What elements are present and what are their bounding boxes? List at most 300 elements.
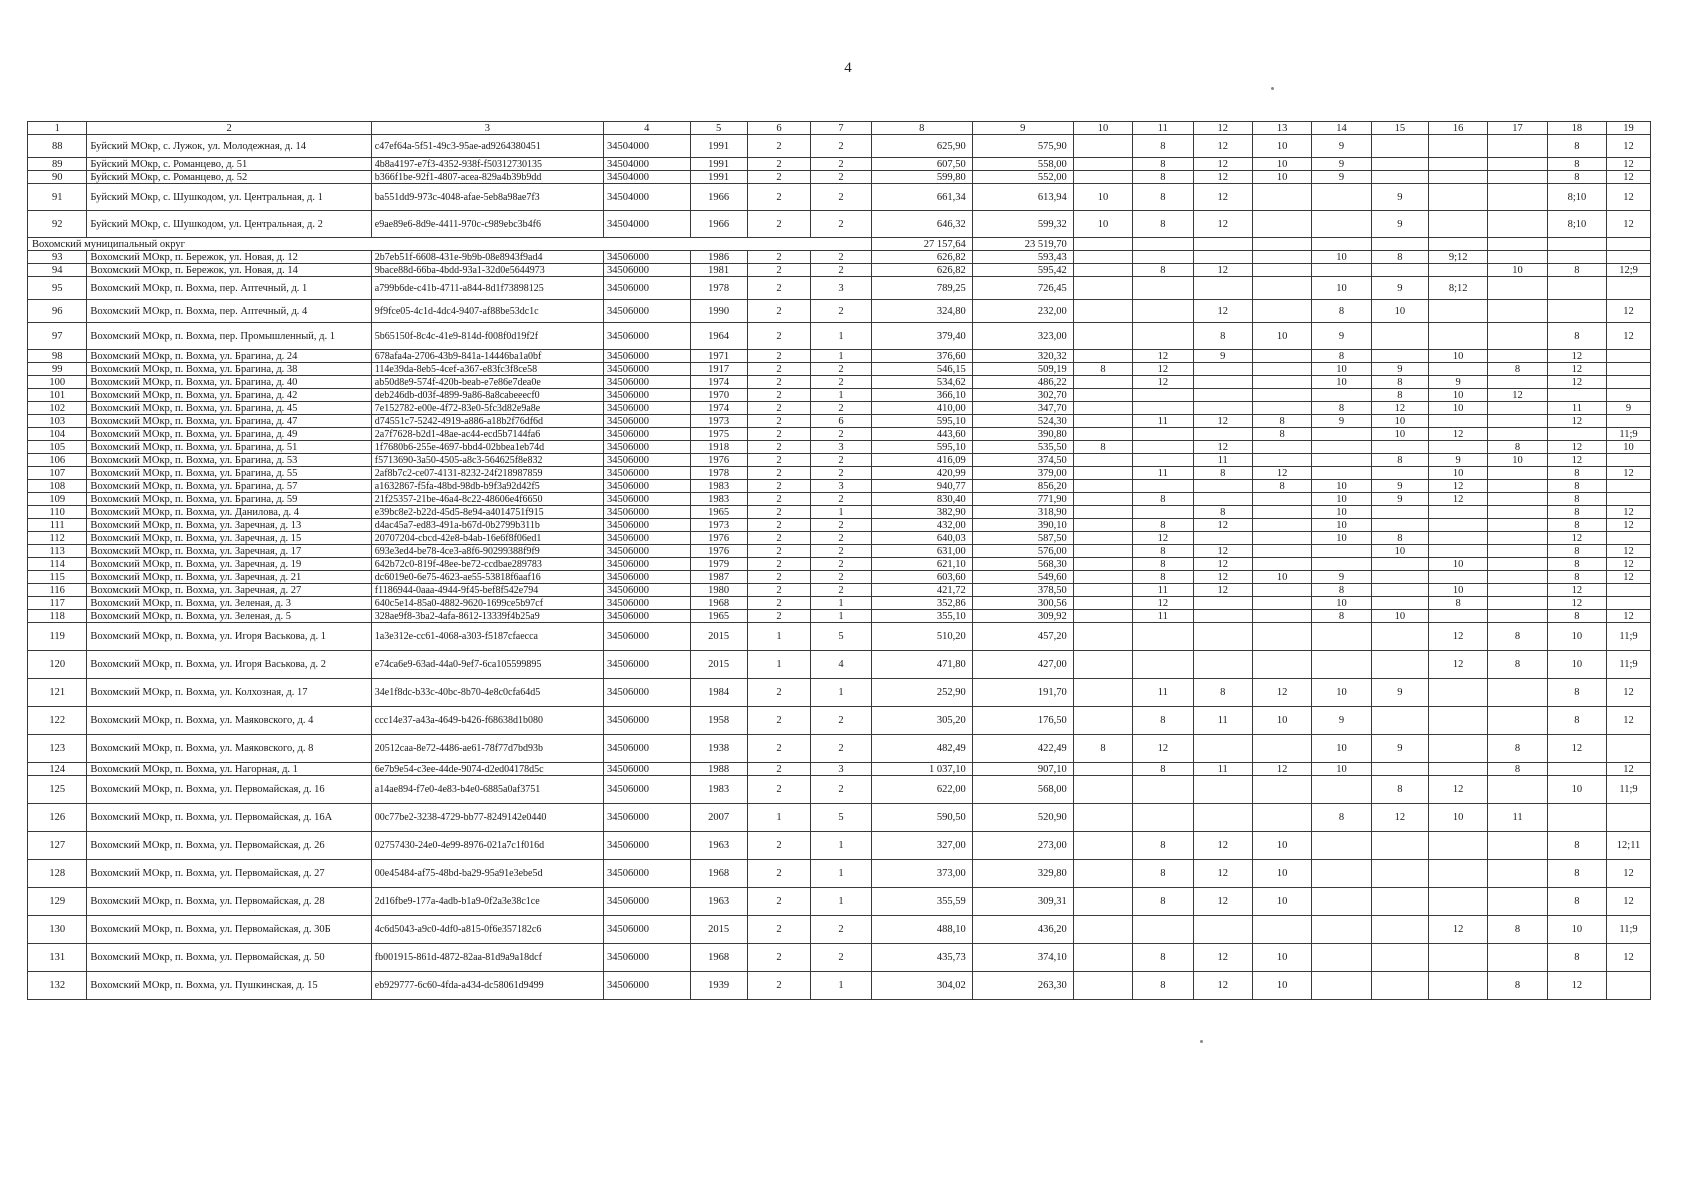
work-year-cell-col10 <box>1073 944 1132 972</box>
work-year-cell-col14 <box>1312 211 1371 238</box>
fias-guid-cell: 7e152782-e00e-4f72-83e0-5fc3d82e9a8e <box>371 402 603 415</box>
work-year-cell-col10 <box>1073 776 1132 804</box>
section-empty-cell <box>1371 238 1428 251</box>
address-cell: Буйский МОкр, с. Романцево, д. 51 <box>87 158 371 171</box>
work-year-cell-col15: 9 <box>1371 211 1428 238</box>
row-number: 114 <box>28 558 87 571</box>
column-number-header: 9 <box>972 122 1073 135</box>
address-cell: Вохомский МОкр, п. Вохма, ул. Заречная, д. 27 <box>87 584 371 597</box>
total-area-cell: 626,82 <box>871 264 972 277</box>
work-year-cell-col12: 12 <box>1193 300 1252 323</box>
work-year-cell-col15 <box>1371 158 1428 171</box>
work-year-cell-col17: 8 <box>1488 763 1547 776</box>
total-area-cell: 789,25 <box>871 277 972 300</box>
work-year-cell-col17 <box>1488 158 1547 171</box>
work-year-cell-col11 <box>1133 323 1193 350</box>
floors-cell: 2 <box>747 832 811 860</box>
entrances-cell: 2 <box>811 944 871 972</box>
total-area-cell: 355,59 <box>871 888 972 916</box>
entrances-cell: 1 <box>811 972 871 1000</box>
work-year-cell-col11: 8 <box>1133 860 1193 888</box>
work-year-cell-col13 <box>1252 277 1311 300</box>
work-year-cell-col14 <box>1312 441 1371 454</box>
work-year-cell-col10 <box>1073 277 1132 300</box>
work-year-cell-col11 <box>1133 651 1193 679</box>
work-year-cell-col19 <box>1607 735 1651 763</box>
work-year-cell-col11: 8 <box>1133 493 1193 506</box>
work-year-cell-col19: 12 <box>1607 545 1651 558</box>
entrances-cell: 2 <box>811 158 871 171</box>
work-year-cell-col13 <box>1252 532 1311 545</box>
work-year-cell-col11: 11 <box>1133 467 1193 480</box>
address-cell: Вохомский МОкр, п. Вохма, ул. Колхозная, д. 17 <box>87 679 371 707</box>
address-cell: Вохомский МОкр, п. Вохма, ул. Брагина, д. 53 <box>87 454 371 467</box>
section-total-area: 27 157,64 <box>871 238 972 251</box>
work-year-cell-col12 <box>1193 480 1252 493</box>
living-area-cell: 524,30 <box>972 415 1073 428</box>
work-year-cell-col15: 9 <box>1371 679 1428 707</box>
entrances-cell: 1 <box>811 610 871 623</box>
work-year-cell-col17 <box>1488 832 1547 860</box>
total-area-cell: 352,86 <box>871 597 972 610</box>
work-year-cell-col12: 8 <box>1193 323 1252 350</box>
work-year-cell-col15 <box>1371 651 1428 679</box>
work-year-cell-col15 <box>1371 584 1428 597</box>
address-cell: Вохомский МОкр, п. Вохма, ул. Игоря Васькова, д. 1 <box>87 623 371 651</box>
work-year-cell-col13 <box>1252 441 1311 454</box>
work-year-cell-col18 <box>1547 300 1606 323</box>
work-year-cell-col15 <box>1371 707 1428 735</box>
year-built-cell: 1991 <box>690 158 747 171</box>
work-year-cell-col11: 8 <box>1133 571 1193 584</box>
total-area-cell: 376,60 <box>871 350 972 363</box>
floors-cell: 2 <box>747 545 811 558</box>
column-number-header: 14 <box>1312 122 1371 135</box>
work-year-cell-col17 <box>1488 467 1547 480</box>
work-year-cell-col15: 12 <box>1371 804 1428 832</box>
section-empty-cell <box>1073 238 1132 251</box>
work-year-cell-col15 <box>1371 888 1428 916</box>
fias-guid-cell: f5713690-3a50-4505-a8c3-564625f8e832 <box>371 454 603 467</box>
fias-guid-cell: 4c6d5043-a9c0-4df0-a815-0f6e357182c6 <box>371 916 603 944</box>
fias-guid-cell: d74551c7-5242-4919-a886-a18b2f76df6d <box>371 415 603 428</box>
floors-cell: 2 <box>747 610 811 623</box>
work-year-cell-col19: 12 <box>1607 888 1651 916</box>
work-year-cell-col17 <box>1488 184 1547 211</box>
total-area-cell: 373,00 <box>871 860 972 888</box>
work-year-cell-col16: 10 <box>1428 350 1487 363</box>
work-year-cell-col12 <box>1193 623 1252 651</box>
year-built-cell: 1958 <box>690 707 747 735</box>
work-year-cell-col15: 9 <box>1371 493 1428 506</box>
work-year-cell-col15: 8 <box>1371 454 1428 467</box>
work-year-cell-col19 <box>1607 480 1651 493</box>
living-area-cell: 427,00 <box>972 651 1073 679</box>
work-year-cell-col18 <box>1547 763 1606 776</box>
work-year-cell-col18: 8 <box>1547 545 1606 558</box>
scan-speck <box>1200 1040 1203 1043</box>
work-year-cell-col16 <box>1428 707 1487 735</box>
living-area-cell: 726,45 <box>972 277 1073 300</box>
work-year-cell-col16 <box>1428 944 1487 972</box>
oktmo-cell: 34506000 <box>604 584 690 597</box>
work-year-cell-col18: 12 <box>1547 376 1606 389</box>
work-year-cell-col11: 8 <box>1133 135 1193 158</box>
entrances-cell: 1 <box>811 597 871 610</box>
address-cell: Вохомский МОкр, п. Вохма, ул. Брагина, д. 24 <box>87 350 371 363</box>
entrances-cell: 2 <box>811 493 871 506</box>
work-year-cell-col10 <box>1073 707 1132 735</box>
table-row <box>28 532 1651 545</box>
fias-guid-cell: 20707204-cbcd-42e8-b4ab-16e6f8f06ed1 <box>371 532 603 545</box>
work-year-cell-col14 <box>1312 888 1371 916</box>
work-year-cell-col19 <box>1607 389 1651 402</box>
table-row <box>28 454 1651 467</box>
year-built-cell: 1979 <box>690 558 747 571</box>
work-year-cell-col13: 10 <box>1252 323 1311 350</box>
floors-cell: 2 <box>747 493 811 506</box>
work-year-cell-col12 <box>1193 493 1252 506</box>
work-year-cell-col11 <box>1133 251 1193 264</box>
work-year-cell-col17 <box>1488 679 1547 707</box>
year-built-cell: 1917 <box>690 363 747 376</box>
work-year-cell-col18: 8;10 <box>1547 211 1606 238</box>
work-year-cell-col13: 10 <box>1252 972 1311 1000</box>
oktmo-cell: 34506000 <box>604 610 690 623</box>
total-area-cell: 621,10 <box>871 558 972 571</box>
work-year-cell-col17: 8 <box>1488 916 1547 944</box>
floors-cell: 2 <box>747 480 811 493</box>
floors-cell: 2 <box>747 264 811 277</box>
living-area-cell: 390,10 <box>972 519 1073 532</box>
address-cell: Вохомский МОкр, п. Вохма, ул. Брагина, д. 51 <box>87 441 371 454</box>
living-area-cell: 509,19 <box>972 363 1073 376</box>
row-number: 91 <box>28 184 87 211</box>
work-year-cell-col12 <box>1193 532 1252 545</box>
work-year-cell-col18: 12 <box>1547 454 1606 467</box>
oktmo-cell: 34506000 <box>604 623 690 651</box>
floors-cell: 2 <box>747 376 811 389</box>
entrances-cell: 1 <box>811 350 871 363</box>
work-year-cell-col18: 8 <box>1547 135 1606 158</box>
work-year-cell-col18: 8 <box>1547 707 1606 735</box>
entrances-cell: 1 <box>811 888 871 916</box>
work-year-cell-col15: 8 <box>1371 532 1428 545</box>
work-year-cell-col17 <box>1488 376 1547 389</box>
work-year-cell-col12: 12 <box>1193 441 1252 454</box>
work-year-cell-col13 <box>1252 389 1311 402</box>
table-row <box>28 888 1651 916</box>
work-year-cell-col18 <box>1547 389 1606 402</box>
year-built-cell: 2015 <box>690 916 747 944</box>
work-year-cell-col15 <box>1371 519 1428 532</box>
work-year-cell-col17 <box>1488 597 1547 610</box>
work-year-cell-col19: 12 <box>1607 211 1651 238</box>
work-year-cell-col19: 11;9 <box>1607 916 1651 944</box>
address-cell: Буйский МОкр, с. Лужок, ул. Молодежная, д. 14 <box>87 135 371 158</box>
total-area-cell: 416,09 <box>871 454 972 467</box>
work-year-cell-col18 <box>1547 277 1606 300</box>
work-year-cell-col14: 9 <box>1312 135 1371 158</box>
oktmo-cell: 34506000 <box>604 389 690 402</box>
work-year-cell-col10 <box>1073 558 1132 571</box>
work-year-cell-col16 <box>1428 441 1487 454</box>
work-year-cell-col13 <box>1252 350 1311 363</box>
total-area-cell: 252,90 <box>871 679 972 707</box>
work-year-cell-col13 <box>1252 519 1311 532</box>
row-number: 90 <box>28 171 87 184</box>
row-number: 99 <box>28 363 87 376</box>
work-year-cell-col17 <box>1488 350 1547 363</box>
work-year-cell-col17 <box>1488 428 1547 441</box>
work-year-cell-col15 <box>1371 623 1428 651</box>
address-cell: Вохомский МОкр, п. Вохма, ул. Брагина, д. 45 <box>87 402 371 415</box>
work-year-cell-col14 <box>1312 651 1371 679</box>
work-year-cell-col19: 11;9 <box>1607 428 1651 441</box>
work-year-cell-col11: 8 <box>1133 558 1193 571</box>
address-cell: Вохомский МОкр, п. Вохма, ул. Первомайская, д. 50 <box>87 944 371 972</box>
work-year-cell-col13: 10 <box>1252 158 1311 171</box>
work-year-cell-col10 <box>1073 389 1132 402</box>
work-year-cell-col13 <box>1252 363 1311 376</box>
work-year-cell-col16: 10 <box>1428 402 1487 415</box>
fias-guid-cell: 02757430-24e0-4e99-8976-021a7c1f016d <box>371 832 603 860</box>
work-year-cell-col14: 10 <box>1312 480 1371 493</box>
address-cell: Вохомский МОкр, п. Вохма, ул. Брагина, д. 49 <box>87 428 371 441</box>
work-year-cell-col11: 12 <box>1133 597 1193 610</box>
fias-guid-cell: 2a7f7628-b2d1-48ae-ac44-ecd5b7144fa6 <box>371 428 603 441</box>
living-area-cell: 552,00 <box>972 171 1073 184</box>
address-cell: Вохомский МОкр, п. Вохма, ул. Зеленая, д. 5 <box>87 610 371 623</box>
work-year-cell-col16: 10 <box>1428 389 1487 402</box>
column-number-header: 2 <box>87 122 371 135</box>
work-year-cell-col15: 9 <box>1371 480 1428 493</box>
oktmo-cell: 34506000 <box>604 763 690 776</box>
table-row <box>28 763 1651 776</box>
entrances-cell: 2 <box>811 532 871 545</box>
fias-guid-cell: 328ae9f8-3ba2-4afa-8612-13339f4b25a9 <box>371 610 603 623</box>
work-year-cell-col19 <box>1607 415 1651 428</box>
year-built-cell: 1963 <box>690 832 747 860</box>
oktmo-cell: 34506000 <box>604 735 690 763</box>
work-year-cell-col16: 8 <box>1428 597 1487 610</box>
year-built-cell: 1939 <box>690 972 747 1000</box>
floors-cell: 2 <box>747 597 811 610</box>
living-area-cell: 568,00 <box>972 776 1073 804</box>
fias-guid-cell: e74ca6e9-63ad-44a0-9ef7-6ca105599895 <box>371 651 603 679</box>
work-year-cell-col17: 12 <box>1488 389 1547 402</box>
fias-guid-cell: fb001915-861d-4872-82aa-81d9a9a18dcf <box>371 944 603 972</box>
floors-cell: 2 <box>747 679 811 707</box>
table-row <box>28 171 1651 184</box>
living-area-cell: 599,32 <box>972 211 1073 238</box>
year-built-cell: 1976 <box>690 454 747 467</box>
year-built-cell: 1964 <box>690 323 747 350</box>
floors-cell: 2 <box>747 415 811 428</box>
address-cell: Вохомский МОкр, п. Вохма, ул. Первомайская, д. 30Б <box>87 916 371 944</box>
fias-guid-cell: a14ae894-f7e0-4e83-b4e0-6885a0af3751 <box>371 776 603 804</box>
address-cell: Вохомский МОкр, п. Вохма, ул. Первомайская, д. 28 <box>87 888 371 916</box>
work-year-cell-col14: 9 <box>1312 171 1371 184</box>
total-area-cell: 324,80 <box>871 300 972 323</box>
living-area-cell: 374,50 <box>972 454 1073 467</box>
floors-cell: 2 <box>747 441 811 454</box>
work-year-cell-col12 <box>1193 389 1252 402</box>
floors-cell: 2 <box>747 211 811 238</box>
work-year-cell-col18: 8 <box>1547 171 1606 184</box>
row-number: 103 <box>28 415 87 428</box>
column-number-header: 10 <box>1073 122 1132 135</box>
work-year-cell-col19: 12 <box>1607 300 1651 323</box>
work-year-cell-col14: 10 <box>1312 597 1371 610</box>
oktmo-cell: 34506000 <box>604 972 690 1000</box>
work-year-cell-col13 <box>1252 211 1311 238</box>
row-number: 104 <box>28 428 87 441</box>
work-year-cell-col12: 12 <box>1193 171 1252 184</box>
living-area-cell: 191,70 <box>972 679 1073 707</box>
work-year-cell-col15 <box>1371 441 1428 454</box>
oktmo-cell: 34506000 <box>604 402 690 415</box>
address-cell: Вохомский МОкр, п. Вохма, ул. Заречная, д. 21 <box>87 571 371 584</box>
oktmo-cell: 34506000 <box>604 264 690 277</box>
work-year-cell-col14 <box>1312 428 1371 441</box>
work-year-cell-col11 <box>1133 480 1193 493</box>
row-number: 93 <box>28 251 87 264</box>
living-area-cell: 347,70 <box>972 402 1073 415</box>
work-year-cell-col13: 12 <box>1252 679 1311 707</box>
entrances-cell: 5 <box>811 623 871 651</box>
year-built-cell: 1974 <box>690 402 747 415</box>
work-year-cell-col12: 12 <box>1193 135 1252 158</box>
year-built-cell: 1984 <box>690 679 747 707</box>
work-year-cell-col19: 12 <box>1607 944 1651 972</box>
work-year-cell-col10 <box>1073 597 1132 610</box>
address-cell: Вохомский МОкр, п. Вохма, ул. Маяковского, д. 8 <box>87 735 371 763</box>
work-year-cell-col11 <box>1133 300 1193 323</box>
living-area-cell: 575,90 <box>972 135 1073 158</box>
row-number: 115 <box>28 571 87 584</box>
work-year-cell-col12 <box>1193 597 1252 610</box>
work-year-cell-col17 <box>1488 135 1547 158</box>
work-year-cell-col18: 8 <box>1547 480 1606 493</box>
living-area-cell: 320,32 <box>972 350 1073 363</box>
table-row <box>28 402 1651 415</box>
work-year-cell-col12 <box>1193 610 1252 623</box>
total-area-cell: 379,40 <box>871 323 972 350</box>
table-row <box>28 506 1651 519</box>
work-year-cell-col15 <box>1371 944 1428 972</box>
work-year-cell-col18: 8;10 <box>1547 184 1606 211</box>
work-year-cell-col19: 12 <box>1607 558 1651 571</box>
work-year-cell-col16 <box>1428 610 1487 623</box>
fias-guid-cell: 34e1f8dc-b33c-40bc-8b70-4e8c0cfa64d5 <box>371 679 603 707</box>
work-year-cell-col15 <box>1371 558 1428 571</box>
work-year-cell-col16: 9 <box>1428 376 1487 389</box>
entrances-cell: 2 <box>811 135 871 158</box>
work-year-cell-col13 <box>1252 558 1311 571</box>
column-number-header: 11 <box>1133 122 1193 135</box>
work-year-cell-col14: 10 <box>1312 251 1371 264</box>
work-year-cell-col17 <box>1488 211 1547 238</box>
fias-guid-cell: f1186944-0aaa-4944-9f45-bef8f542e794 <box>371 584 603 597</box>
work-year-cell-col10 <box>1073 493 1132 506</box>
floors-cell: 2 <box>747 402 811 415</box>
work-year-cell-col11 <box>1133 389 1193 402</box>
living-area-cell: 520,90 <box>972 804 1073 832</box>
housing-register-table <box>27 121 1651 1000</box>
work-year-cell-col19: 12 <box>1607 467 1651 480</box>
work-year-cell-col19 <box>1607 972 1651 1000</box>
work-year-cell-col14 <box>1312 184 1371 211</box>
row-number: 100 <box>28 376 87 389</box>
work-year-cell-col15: 9 <box>1371 735 1428 763</box>
section-row <box>28 238 1651 251</box>
work-year-cell-col10 <box>1073 402 1132 415</box>
work-year-cell-col13 <box>1252 610 1311 623</box>
work-year-cell-col19: 12 <box>1607 184 1651 211</box>
floors-cell: 2 <box>747 763 811 776</box>
work-year-cell-col16 <box>1428 679 1487 707</box>
total-area-cell: 410,00 <box>871 402 972 415</box>
row-number: 92 <box>28 211 87 238</box>
work-year-cell-col19: 9 <box>1607 402 1651 415</box>
row-number: 130 <box>28 916 87 944</box>
total-area-cell: 590,50 <box>871 804 972 832</box>
address-cell: Вохомский МОкр, п. Вохма, ул. Брагина, д. 40 <box>87 376 371 389</box>
section-empty-cell <box>1133 238 1193 251</box>
work-year-cell-col17 <box>1488 251 1547 264</box>
work-year-cell-col10: 8 <box>1073 735 1132 763</box>
work-year-cell-col15 <box>1371 860 1428 888</box>
total-area-cell: 471,80 <box>871 651 972 679</box>
floors-cell: 2 <box>747 363 811 376</box>
fias-guid-cell: d4ac45a7-ed83-491a-b67d-0b2799b311b <box>371 519 603 532</box>
work-year-cell-col11: 11 <box>1133 679 1193 707</box>
work-year-cell-col19 <box>1607 350 1651 363</box>
address-cell: Вохомский МОкр, п. Бережок, ул. Новая, д. 12 <box>87 251 371 264</box>
work-year-cell-col17 <box>1488 545 1547 558</box>
work-year-cell-col18: 8 <box>1547 493 1606 506</box>
total-area-cell: 366,10 <box>871 389 972 402</box>
total-area-cell: 432,00 <box>871 519 972 532</box>
work-year-cell-col12: 12 <box>1193 972 1252 1000</box>
row-number: 106 <box>28 454 87 467</box>
work-year-cell-col18: 8 <box>1547 323 1606 350</box>
fias-guid-cell: e39bc8e2-b22d-45d5-8e94-a4014751f915 <box>371 506 603 519</box>
table-row <box>28 610 1651 623</box>
table-row <box>28 597 1651 610</box>
work-year-cell-col19: 10 <box>1607 441 1651 454</box>
work-year-cell-col16: 10 <box>1428 558 1487 571</box>
work-year-cell-col10 <box>1073 610 1132 623</box>
fias-guid-cell: 642b72c0-819f-48ee-be72-ccdbae289783 <box>371 558 603 571</box>
work-year-cell-col14 <box>1312 832 1371 860</box>
entrances-cell: 2 <box>811 171 871 184</box>
address-cell: Вохомский МОкр, п. Вохма, ул. Нагорная, д. 1 <box>87 763 371 776</box>
work-year-cell-col12: 12 <box>1193 888 1252 916</box>
total-area-cell: 305,20 <box>871 707 972 735</box>
row-number: 121 <box>28 679 87 707</box>
work-year-cell-col18: 12 <box>1547 350 1606 363</box>
entrances-cell: 2 <box>811 363 871 376</box>
work-year-cell-col18: 10 <box>1547 623 1606 651</box>
floors-cell: 2 <box>747 467 811 480</box>
address-cell: Буйский МОкр, с. Шушкодом, ул. Центральная, д. 1 <box>87 184 371 211</box>
work-year-cell-col13 <box>1252 584 1311 597</box>
year-built-cell: 1978 <box>690 277 747 300</box>
living-area-cell: 422,49 <box>972 735 1073 763</box>
work-year-cell-col19: 12 <box>1607 171 1651 184</box>
